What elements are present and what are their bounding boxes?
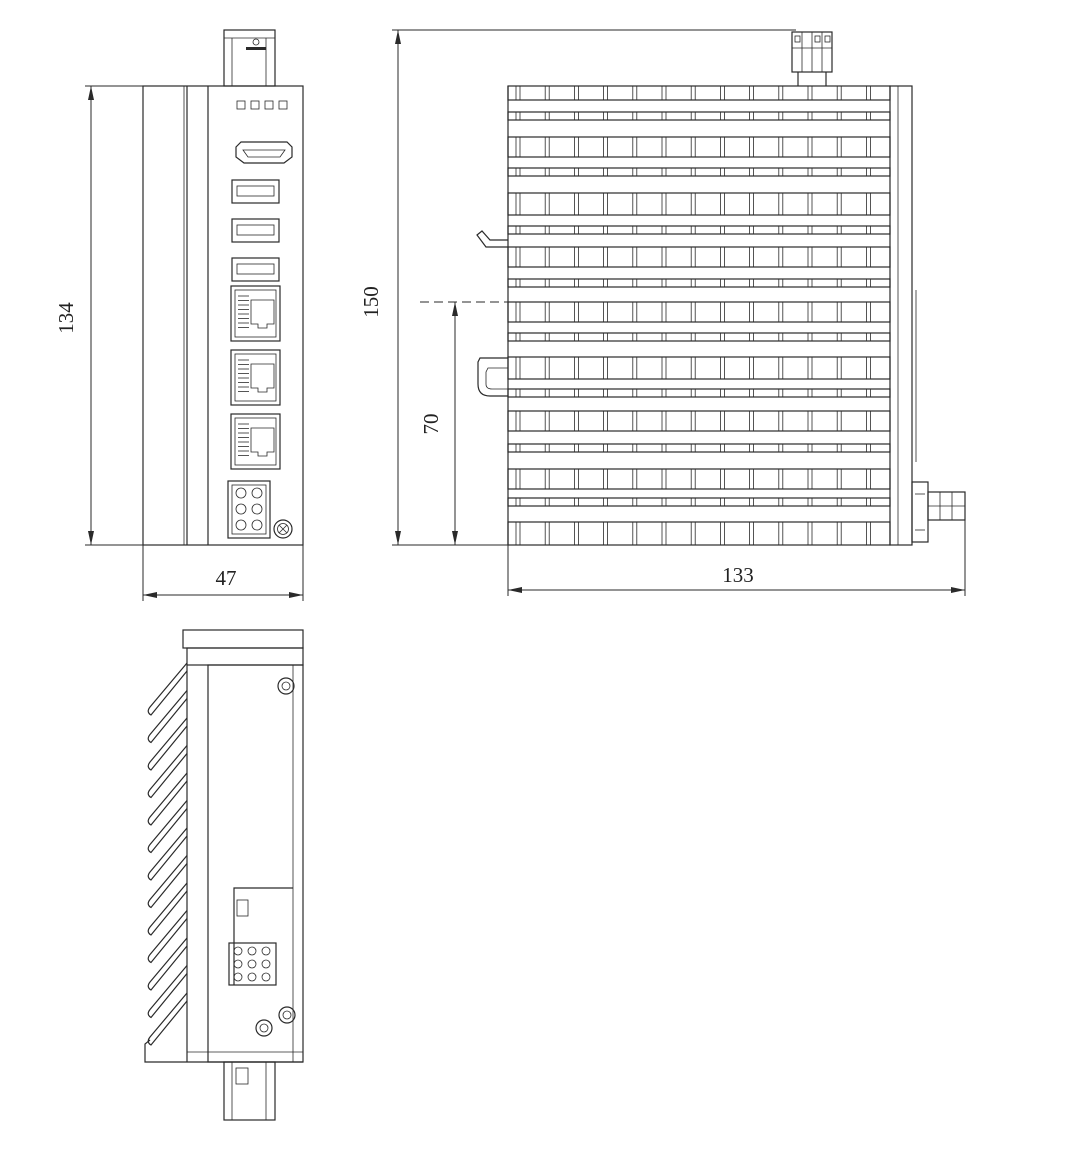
ethernet-port-3	[231, 414, 280, 469]
bottom-fin	[148, 691, 187, 743]
front-housing	[143, 86, 303, 545]
heatsink-fin-row	[508, 333, 890, 341]
front-width-label: 47	[215, 566, 237, 590]
front-din-clip	[224, 30, 275, 86]
bottom-din-clip	[224, 1062, 275, 1120]
front-height-label: 134	[54, 302, 78, 334]
bottom-top-cap	[183, 630, 303, 665]
ethernet-jack	[251, 428, 274, 456]
heatsink-fin-band	[508, 137, 890, 157]
heatsink-fin-band	[508, 522, 890, 545]
heatsink-fin-row	[508, 357, 890, 379]
heatsink-fin-band	[508, 469, 890, 489]
din-rail-hook	[477, 231, 508, 396]
heatsink-fin-band	[508, 193, 890, 215]
heatsink-fin-row	[508, 411, 890, 431]
ethernet-port-frame	[231, 350, 280, 405]
bottom-terminal-block	[229, 888, 293, 985]
dimension-side-depth	[508, 520, 965, 596]
heatsink-fin-row	[508, 112, 890, 120]
bottom-heatsink-fins	[148, 663, 187, 1045]
usb-port-3	[232, 258, 279, 281]
bottom-fin	[148, 801, 187, 853]
heatsink-fin-band	[508, 498, 890, 506]
bottom-fin	[148, 911, 187, 963]
heatsink-fin-band	[508, 389, 890, 397]
heatsink-fin-band	[508, 112, 890, 120]
bottom-fin	[148, 966, 187, 1018]
bottom-fin	[148, 828, 187, 880]
heatsink-fin-row	[508, 444, 890, 452]
usb-port-2	[232, 219, 279, 242]
ethernet-port-inner	[235, 290, 276, 337]
heatsink-fin-band	[508, 357, 890, 379]
heatsink-fin-row	[508, 247, 890, 267]
top-terminal-connector	[792, 32, 832, 86]
ethernet-jack	[251, 364, 274, 392]
bottom-fin	[148, 883, 187, 935]
bottom-fin	[148, 663, 187, 715]
heatsink-fin-row	[508, 469, 890, 489]
heatsink-fin-row	[508, 498, 890, 506]
heatsink-fin-band	[508, 444, 890, 452]
bottom-rail-foot	[145, 1040, 303, 1062]
front-view	[54, 30, 303, 601]
heatsink-fin-band	[508, 411, 890, 431]
heatsink-fin-row	[508, 226, 890, 234]
side-depth-label: 133	[722, 563, 754, 587]
heatsink-fins	[508, 86, 890, 545]
heatsink-fin-band	[508, 168, 890, 176]
heatsink-fin-band	[508, 247, 890, 267]
power-terminal	[228, 481, 270, 538]
bottom-screw-3	[256, 1020, 272, 1036]
dimension-din-rail-height	[419, 302, 508, 545]
ethernet-port-inner	[235, 354, 276, 401]
heatsink-fin-row	[508, 302, 890, 322]
heatsink-fin-band	[508, 302, 890, 322]
heatsink-fin-band	[508, 226, 890, 234]
bottom-fin	[148, 993, 187, 1045]
side-height-label: 150	[359, 286, 383, 318]
heatsink-fin-row	[508, 86, 890, 100]
bottom-fin	[148, 746, 187, 798]
heatsink-fin-row	[508, 389, 890, 397]
ethernet-ports	[231, 286, 280, 469]
side-view	[359, 30, 965, 596]
ethernet-port-2	[231, 350, 280, 405]
side-panel	[890, 86, 916, 545]
heatsink-fin-row	[508, 168, 890, 176]
dimension-front-width	[143, 545, 303, 601]
bottom-view	[145, 630, 303, 1120]
bottom-housing	[208, 665, 303, 1062]
led-indicators	[237, 101, 287, 109]
din-rail-height-label: 70	[419, 413, 443, 435]
heatsink-fin-row	[508, 193, 890, 215]
dimension-front-height	[54, 86, 143, 545]
ethernet-port-frame	[231, 414, 280, 469]
ground-screw	[274, 520, 292, 538]
ethernet-port-frame	[231, 286, 280, 341]
bottom-fin	[148, 773, 187, 825]
bottom-fin	[148, 938, 187, 990]
bottom-fin	[148, 718, 187, 770]
heatsink-fin-band	[508, 333, 890, 341]
hdmi-port	[236, 142, 292, 163]
heatsink-fin-band	[508, 279, 890, 287]
heatsink-fin-row	[508, 522, 890, 545]
usb-port-1	[232, 180, 279, 203]
heatsink-fin-row	[508, 137, 890, 157]
ethernet-jack	[251, 300, 274, 328]
heatsink-fin-row	[508, 279, 890, 287]
side-terminal-connector	[912, 482, 965, 542]
bottom-fin	[148, 856, 187, 908]
heatsink-fin-band	[508, 86, 890, 100]
ethernet-port-1	[231, 286, 280, 341]
ethernet-port-inner	[235, 418, 276, 465]
bottom-screw-1	[278, 678, 294, 694]
